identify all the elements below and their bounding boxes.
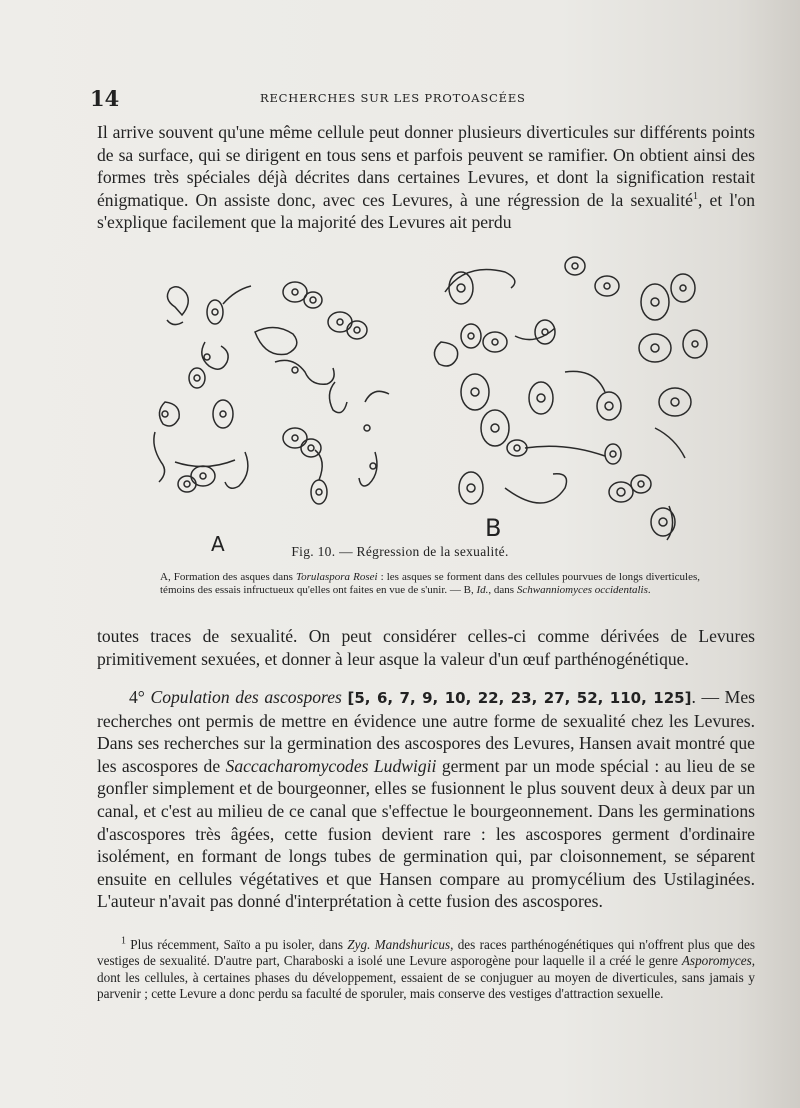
caption-text: , dans <box>488 583 517 596</box>
section-number: 4° <box>129 687 145 707</box>
footnote-text: , des races parthénogénétiques qui n'offrent plus que des vestiges de sexualité. D'autre part, Charaboski a isolé une Levure asporogène pour laquelle il a créé le genre <box>97 937 755 969</box>
caption-species-a: Torulaspora Rosei <box>296 571 378 583</box>
running-header <box>90 86 760 110</box>
footnote <box>97 937 755 1003</box>
panel-b-cells <box>434 257 707 540</box>
paragraph-3 <box>97 686 755 913</box>
section-heading: Copulation des ascospores <box>150 687 342 707</box>
page-number: 14 <box>90 86 120 111</box>
caption-text: A, Formation des asques dans <box>160 571 297 583</box>
footnote-text: , dont les cellules, à certaines phases du développement, essaient de se conjuguer au moyen de diverticules, sans jamais y parvenir ; cette Levure a donc perdu sa faculté de sporuler, mais conserve des vestiges d'attraction sexuelle. <box>97 953 755 1002</box>
figure-label-b: B <box>485 514 502 542</box>
paragraph-1-text: Il arrive souvent qu'une même cellule peut donner plusieurs diverticules sur différents points de sa surface, qui se dirigent en tous sens et parfois peuvent se ramifier. On obtient ainsi des formes très spéciales déjà décrites dans certaines Levures, et dont la signification restait énigmatique. On assiste donc, avec ces Levures, à une régression de la sexualité <box>97 122 755 210</box>
footnote-text: Plus récemment, Saïto a pu isoler, dans <box>126 937 348 952</box>
footnote-marker: 1 <box>693 190 698 202</box>
figure-caption-body <box>160 571 700 596</box>
caption-text: : les asques se forment dans des cellules pourvues de longs diverticules, témoins des essais infructueux qu'elles ont faites en vue de s'unir. — B, <box>160 571 700 596</box>
figure-caption-title: Fig. 10. — Régression de la sexualité. <box>291 544 509 559</box>
species-name: Saccacharomycodes Ludwigii <box>225 755 437 776</box>
figure-10 <box>135 252 725 562</box>
figure-label-a: A <box>211 532 225 556</box>
caption-id: Id. <box>476 583 489 596</box>
reference-list: [5, 6, 7, 9, 10, 22, 23, 27, 52, 110, 125] <box>347 689 692 707</box>
running-title: RECHERCHES SUR LES PROTOASCÉES <box>260 91 526 105</box>
panel-a-cells <box>154 282 389 504</box>
paragraph-1-text-end: , et l'on s'explique facilement que la majorité des Levures ait perdu <box>97 189 755 233</box>
paragraph-3-text: . — Mes recherches ont permis de mettre en évidence une autre forme de sexualité chez les Levures. Dans ses recherches sur la germination des ascospores des Levures, Hansen avait montré que les ascospores de <box>97 687 755 776</box>
yeast-illustration <box>135 252 725 562</box>
paragraph-3-text-end: germent par un mode spécial : au lieu de se gonfler simplement et de bourgeonner, elles se fusionnent le plus souvent deux à deux par un canal, et c'est au milieu de ce canal que s'effectue le bourgeonnement. Dans les germinations d'ascospores très âgées, cette fusion devient rare : les ascospores germent d'ordinaire isolément, en formant de longs tubes de germination qui, par cloisonnement, se séparent ensuite en cellules végétatives et que Hansen compare au promycélium des Ustilaginées. L'auteur n'avait pas donné d'interprétation à cette fusion des ascospores. <box>97 755 756 912</box>
footnote-species: Zyg. Mandshuricus <box>347 937 451 952</box>
footnote-number: 1 <box>121 935 126 947</box>
paragraph-2: toutes traces de sexualité. On peut considérer celles-ci comme dérivées de Levures primitivement sexuées, et donner à leur asque la valeur d'un œuf parthénogénétique. <box>97 626 755 669</box>
caption-text: . <box>647 583 651 596</box>
paragraph-1 <box>97 121 755 234</box>
footnote-genus: Asporomyces <box>681 953 752 969</box>
caption-species-b: Schwanniomyces occidentalis <box>516 583 648 596</box>
